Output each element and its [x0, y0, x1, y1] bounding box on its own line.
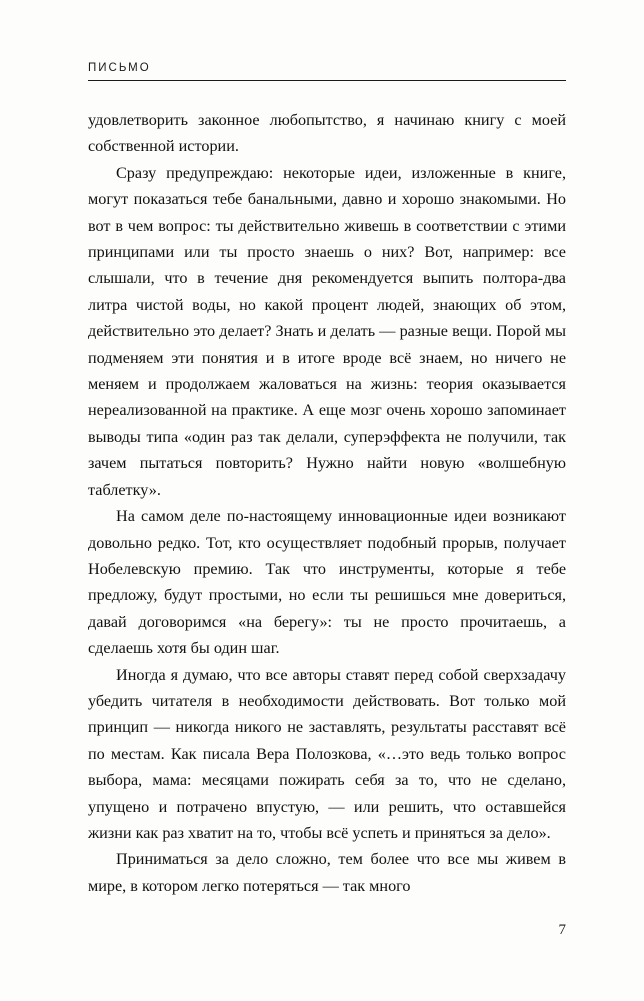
running-head: ПИСЬМО: [88, 62, 151, 74]
paragraph: Сразу предупреждаю: некоторые идеи, изложенные в книге, могут показаться тебе банальными, давно и хорошо знакомыми. Но вот в чем вопрос: ты действительно живешь в соответствии с этими принципами или ты просто знаешь о них? Вот, например: все слышали, что в течение дня рекомендуется выпить полтора-два литра чистой воды, но какой процент людей, знающих об этом, действительно это делает? Знать и делать — разные вещи. Порой мы подменяем эти понятия и в итоге вроде всё знаем, но ничего не меняем и продолжаем жаловаться на жизнь: теория оказывается нереализованной на практике. А еще мозг очень хорошо запоминает выводы типа «один раз так делали, суперэффекта не получили, так зачем пытаться повторить? Нужно найти новую «волшебную таблетку».: [88, 163, 566, 499]
page-number: 7: [558, 922, 566, 938]
paragraph: Приниматься за дело сложно, тем более что все мы живем в мире, в котором легко потеряться — так много: [88, 850, 566, 895]
paragraph: На самом деле по-настоящему инновационные идеи возникают довольно редко. Тот, кто осуществляет подобный прорыв, получает Нобелевскую премию. Так что инструменты, которые я тебе предложу, будут простыми, но если ты решишься мне довериться, давай договоримся «на берегу»: ты не просто прочитаешь, а сделаешь хотя бы один шаг.: [88, 507, 566, 658]
page-body: [88, 107, 566, 899]
header-rule: [88, 80, 566, 81]
paragraph: Иногда я думаю, что все авторы ставят перед собой сверхзадачу убедить читателя в необходимости действовать. Вот только мой принцип — никогда никого не заставлять, результаты расставят всё по местам. Как писала Вера Полозкова, «…это ведь только вопрос выбора, мама: месяцами пожирать себя за то, что не сделано, упущено и потрачено впустую, — или решить, что оставшейся жизни как раз хватит на то, чтобы всё успеть и приняться за дело».: [88, 665, 566, 842]
paragraph: удовлетворить законное любопытство, я начинаю книгу с моей собственной истории.: [88, 111, 566, 156]
